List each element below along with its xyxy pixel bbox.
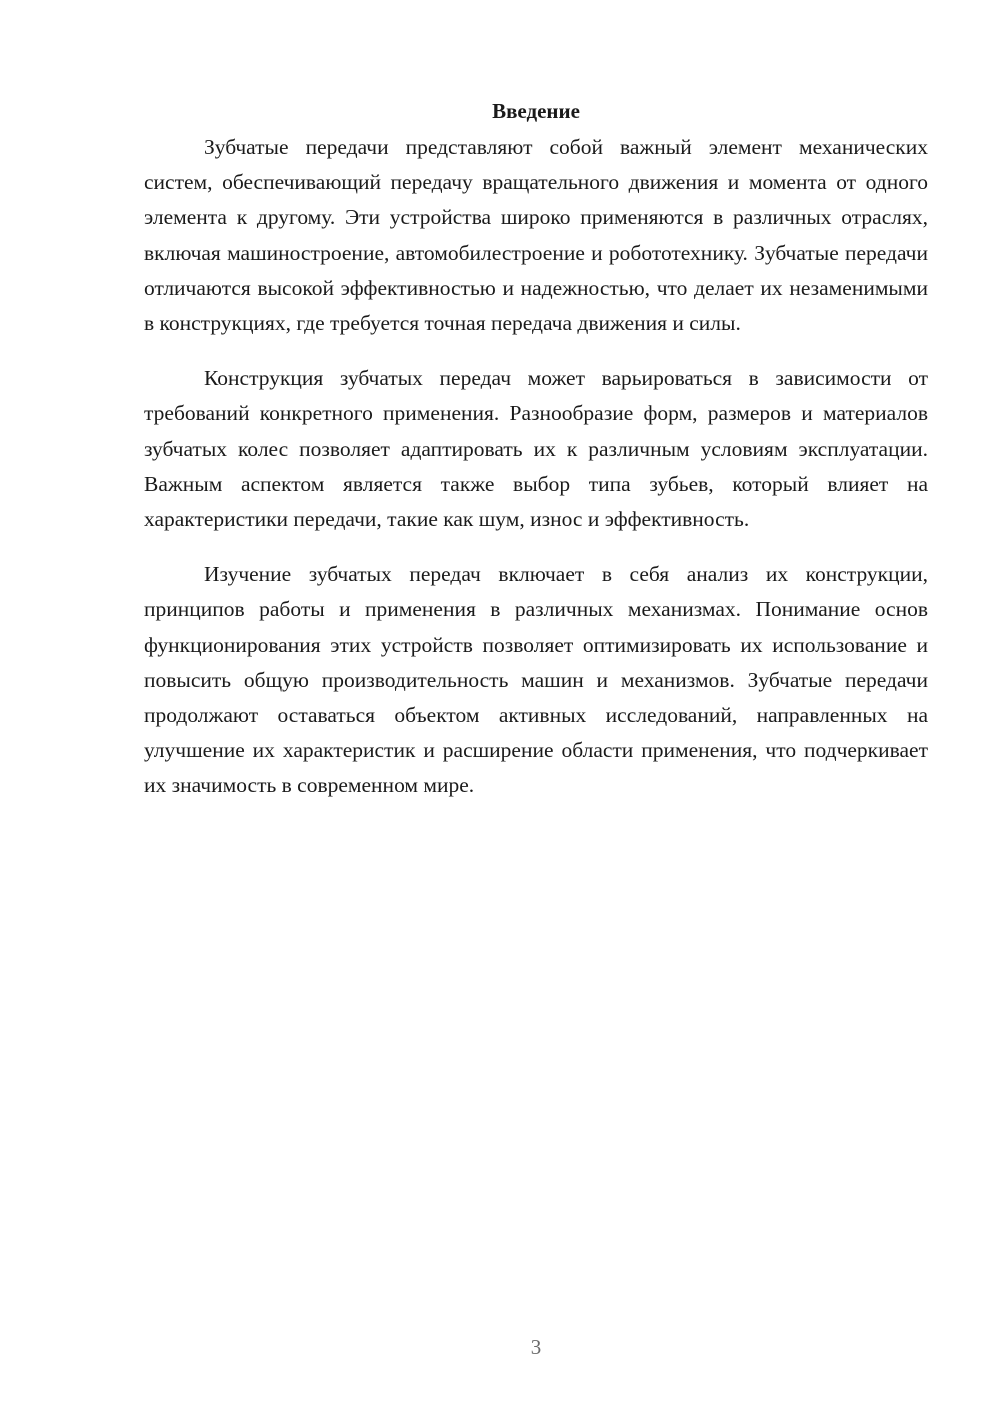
paragraph-2: Конструкция зубчатых передач может варьироваться в зависимости от требований конкретного применения. Разнообразие форм, размеров и материалов зубчатых колес позволяет адаптировать их к различным условиям эксплуатации. Важным аспектом является также выбор типа зубьев, который влияет на характеристики передачи, такие как шум, износ и эффективность. (144, 366, 928, 532)
paragraph-1: Зубчатые передачи представляют собой важный элемент механических систем, обеспечивающий передачу вращательного движения и момента от одного элемента к другому. Эти устройства широко применяются в различных отраслях, включая машиностроение, автомобилестроение и робототехнику. Зубчатые передачи отличаются высокой эффективностью и надежностью, что делает их незаменимыми в конструкциях, где требуется точная передача движения и силы. (144, 135, 928, 336)
paragraph-3: Изучение зубчатых передач включает в себя анализ их конструкции, принципов работы и применения в различных механизмах. Понимание основ функционирования этих устройств позволяет оптимизировать их использование и повысить общую производительность машин и механизмов. Зубчатые передачи продолжают оставаться объектом активных исследований, направленных на улучшение их характеристик и расширение области применения, что подчеркивает их значимость в современном мире. (144, 562, 928, 798)
page-content (144, 96, 928, 824)
page-number: 3 (530, 1335, 542, 1359)
section-title: Введение (492, 99, 580, 123)
